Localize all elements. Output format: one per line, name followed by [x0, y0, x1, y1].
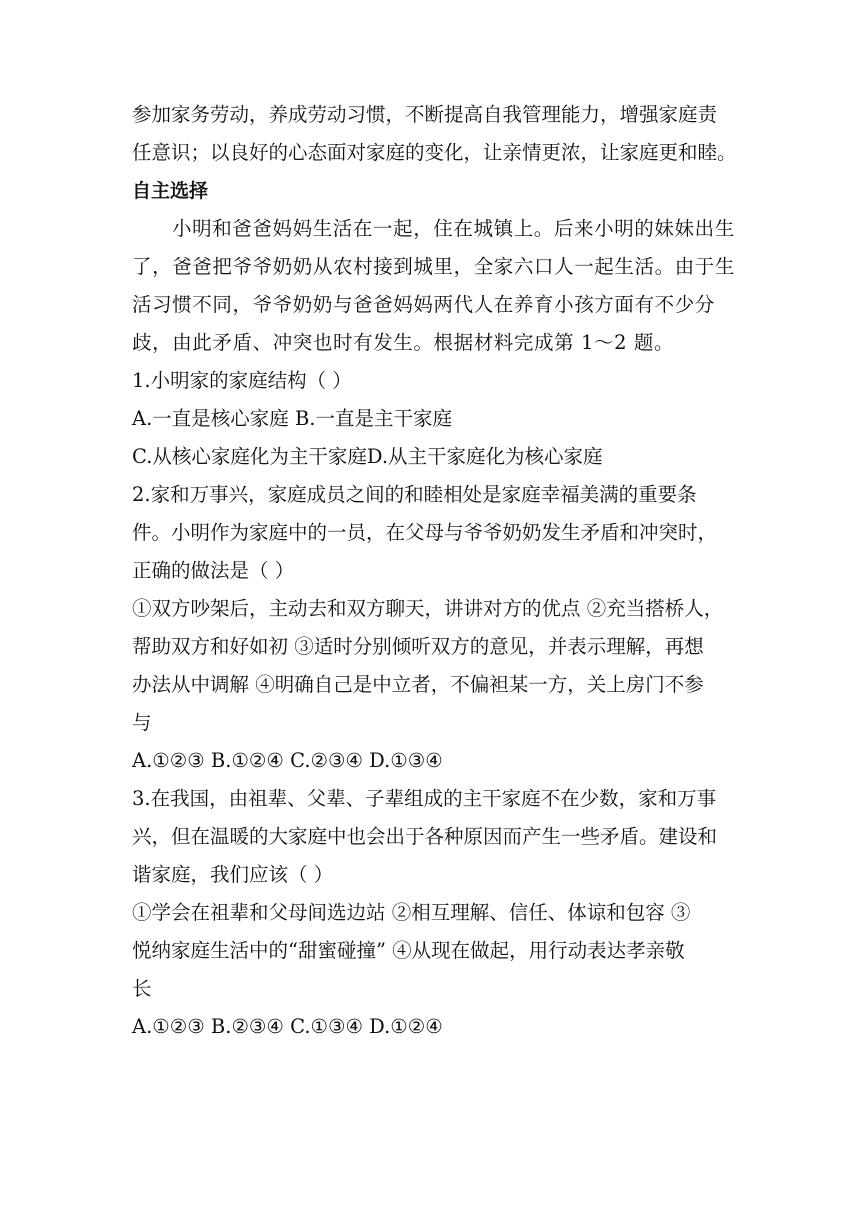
question-stem-line: 与	[132, 711, 152, 734]
question-option-line: C.从核心家庭化为主干家庭D.从主干家庭化为核心家庭	[132, 445, 603, 468]
intro-line: 任意识；以良好的心态面对家庭的变化，让亲情更浓，让家庭更和睦。	[132, 141, 737, 164]
passage-line: 小明和爸爸妈妈生活在一起，住在城镇上。后来小明的妹妹出生	[172, 217, 735, 240]
passage-line: 活习惯不同，爷爷奶奶与爸爸妈妈两代人在养育小孩方面有不少分	[132, 293, 715, 316]
question-stem-line: 兴，但在温暖的大家庭中也会出于各种原因而产生一些矛盾。建设和	[132, 825, 718, 848]
question-stem-line: 长	[132, 977, 152, 1000]
question-1	[132, 362, 732, 476]
question-stem-line: 办法从中调解 ④明确自己是中立者，不偏袒某一方，关上房门不参	[132, 673, 704, 696]
section-title: 自主选择	[132, 180, 209, 202]
passage-line: 了，爸爸把爷爷奶奶从农村接到城里，全家六口人一起生活。由于生	[132, 255, 736, 278]
document-body	[132, 96, 737, 1046]
question-stem-line: ①双方吵架后，主动去和双方聊天，讲讲对方的优点 ②充当搭桥人，	[132, 597, 724, 620]
question-stem-line: 谐家庭，我们应该（ ）	[132, 863, 334, 886]
question-stem-line: 2.家和万事兴，家庭成员之间的和睦相处是家庭幸福美满的重要条	[132, 483, 697, 506]
question-option-line: A.①②③ B.②③④ C.①③④ D.①②④	[132, 1015, 443, 1038]
question-stem-line: 件。小明作为家庭中的一员，在父母与爷爷奶奶发生矛盾和冲突时，	[132, 521, 718, 544]
question-stem-line: 悦纳家庭生活中的“甜蜜碰撞” ④从现在做起，用行动表达孝亲敬	[132, 939, 685, 962]
question-stem-line: 帮助双方和好如初 ③适时分别倾听双方的意见，并表示理解，再想	[132, 635, 704, 658]
intro-line: 参加家务劳动，养成劳动习惯，不断提高自我管理能力，增强家庭责	[132, 103, 718, 126]
passage-line: 歧，由此矛盾、冲突也时有发生。根据材料完成第 1～2 题。	[132, 331, 675, 354]
question-stem-line: ①学会在祖辈和父母间选边站 ②相互理解、信任、体谅和包容 ③	[132, 901, 691, 924]
question-3	[132, 780, 732, 1046]
question-stem-line: 3.在我国，由祖辈、父辈、子辈组成的主干家庭不在少数，家和万事	[132, 787, 717, 810]
question-stem-line: 1.小明家的家庭结构（ ）	[132, 369, 352, 392]
question-2	[132, 476, 732, 780]
question-option-line: A.一直是核心家庭 B.一直是主干家庭	[132, 407, 453, 430]
question-stem-line: 正确的做法是（ ）	[132, 559, 295, 582]
question-option-line: A.①②③ B.①②④ C.②③④ D.①③④	[132, 749, 443, 772]
